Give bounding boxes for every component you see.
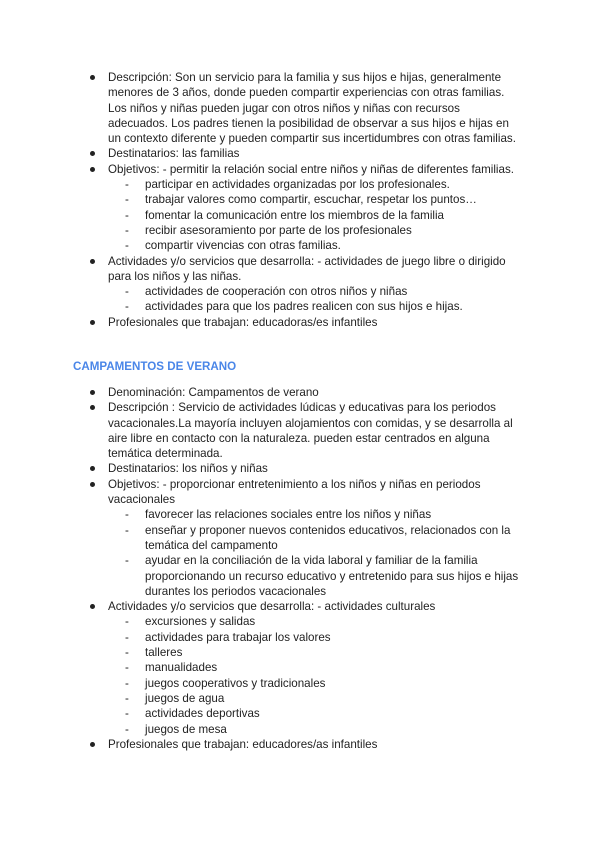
sub-item-text: compartir vivencias con otras familias. bbox=[145, 239, 341, 253]
bullet-icon bbox=[90, 466, 95, 471]
list-item bbox=[0, 477, 600, 599]
bullet-icon bbox=[90, 259, 95, 264]
dash-icon: - bbox=[125, 239, 129, 253]
bullet-icon bbox=[90, 482, 95, 487]
bullet-icon bbox=[90, 167, 95, 172]
sub-item bbox=[108, 192, 520, 207]
sub-item bbox=[108, 299, 520, 314]
item-text: Denominación: Campamentos de verano bbox=[108, 386, 319, 399]
list-item bbox=[0, 400, 600, 461]
item-text: Destinatarios: los niños y niñas bbox=[108, 462, 268, 476]
sub-item-text: trabajar valores como compartir, escuchar, respetar los puntos… bbox=[145, 193, 477, 207]
dash-icon: - bbox=[125, 722, 129, 736]
item-text: Profesionales que trabajan: educadoras/es infantiles bbox=[108, 315, 378, 329]
sub-item bbox=[108, 691, 520, 706]
list-item bbox=[0, 737, 600, 752]
sub-list bbox=[108, 507, 520, 599]
bullet-icon bbox=[90, 320, 95, 325]
sub-item-text: fomentar la comunicación entre los miembros de la familia bbox=[145, 208, 444, 222]
dash-icon: - bbox=[125, 615, 129, 629]
sub-item-text: actividades para que los padres realicen con sus hijos e hijas. bbox=[145, 300, 463, 314]
sub-item bbox=[108, 523, 520, 554]
dash-icon: - bbox=[125, 300, 129, 314]
sub-item-text: talleres bbox=[145, 646, 183, 660]
dash-icon: - bbox=[125, 661, 129, 675]
sub-item bbox=[108, 645, 520, 660]
sub-item bbox=[108, 553, 520, 599]
list-item bbox=[0, 146, 600, 161]
sub-item-text: juegos cooperativos y tradicionales bbox=[145, 676, 326, 690]
item-text: Actividades y/o servicios que desarrolla: - actividades culturales bbox=[108, 600, 436, 614]
bullet-icon bbox=[90, 742, 95, 747]
sub-item-text: favorecer las relaciones sociales entre los niños y niñas bbox=[145, 508, 432, 522]
sub-item bbox=[108, 507, 520, 522]
sub-item bbox=[108, 614, 520, 629]
dash-icon: - bbox=[125, 523, 129, 537]
item-text: Profesionales que trabajan: educadores/as infantiles bbox=[108, 737, 378, 751]
sub-item bbox=[108, 660, 520, 675]
section-intro bbox=[0, 70, 600, 330]
item-text: Actividades y/o servicios que desarrolla: - actividades de juego libre o dirigido para los niños y las niñas. bbox=[108, 254, 506, 283]
bullet-list bbox=[0, 385, 600, 752]
dash-icon: - bbox=[125, 630, 129, 644]
sub-item bbox=[108, 238, 520, 253]
list-item bbox=[0, 254, 600, 315]
bullet-icon bbox=[90, 390, 95, 395]
dash-icon: - bbox=[125, 646, 129, 660]
dash-icon: - bbox=[125, 193, 129, 207]
sub-item bbox=[108, 630, 520, 645]
item-text: Descripción : Servicio de actividades lúdicas y educativas para los periodos vacacionales.La mayoría incluyen alojamientos con comidas, y se desarrolla al aire libre en contacto con la naturaleza. pueden estar centrados en alguna temática determinada. bbox=[108, 401, 513, 461]
sub-item-text: enseñar y proponer nuevos contenidos educativos, relacionados con la temática del campamento bbox=[145, 523, 511, 552]
sub-item-text: actividades deportivas bbox=[145, 707, 260, 721]
dash-icon: - bbox=[125, 208, 129, 222]
sub-item bbox=[108, 177, 520, 192]
sub-list bbox=[108, 614, 520, 736]
bullet-icon bbox=[90, 151, 95, 156]
dash-icon: - bbox=[125, 178, 129, 192]
sub-item-text: excursiones y salidas bbox=[145, 615, 256, 629]
section-campamentos bbox=[0, 385, 600, 752]
sub-item-text: ayudar en la conciliación de la vida laboral y familiar de la familia proporcionando un recurso educativo y entretenido para sus hijos e hijas durantes los periodos vacacionales bbox=[145, 554, 519, 598]
dash-icon: - bbox=[125, 285, 129, 299]
sub-list bbox=[108, 284, 520, 315]
dash-icon: - bbox=[125, 676, 129, 690]
bullet-icon bbox=[90, 75, 95, 80]
sub-item-text: juegos de mesa bbox=[145, 722, 227, 736]
sub-item-text: participar en actividades organizadas por los profesionales. bbox=[145, 178, 450, 192]
dash-icon: - bbox=[125, 691, 129, 705]
sub-item-text: actividades de cooperación con otros niños y niñas bbox=[145, 285, 408, 299]
sub-item bbox=[108, 284, 520, 299]
sub-list bbox=[108, 177, 520, 253]
sub-item bbox=[108, 706, 520, 721]
list-item bbox=[0, 315, 600, 330]
sub-item-text: recibir asesoramiento por parte de los profesionales bbox=[145, 223, 412, 237]
bullet-icon bbox=[90, 604, 95, 609]
list-item bbox=[0, 599, 600, 737]
list-item bbox=[0, 385, 600, 400]
sub-item bbox=[108, 223, 520, 238]
bullet-icon bbox=[90, 405, 95, 410]
item-text: Destinatarios: las familias bbox=[108, 147, 240, 161]
item-text: Objetivos: - permitir la relación social entre niños y niñas de diferentes familias. bbox=[108, 162, 514, 176]
list-item bbox=[0, 162, 600, 254]
dash-icon: - bbox=[125, 508, 129, 522]
bullet-list bbox=[0, 70, 600, 330]
item-text: Objetivos: - proporcionar entretenimiento a los niños y niñas en periodos vacacionales bbox=[108, 477, 481, 507]
list-item bbox=[0, 70, 600, 146]
section-heading: CAMPAMENTOS DE VERANO bbox=[73, 360, 237, 373]
sub-item bbox=[108, 208, 520, 223]
dash-icon: - bbox=[125, 554, 129, 568]
dash-icon: - bbox=[125, 223, 129, 237]
list-item bbox=[0, 461, 600, 476]
sub-item-text: actividades para trabajar los valores bbox=[145, 630, 331, 644]
dash-icon: - bbox=[125, 707, 129, 721]
item-text: Descripción: Son un servicio para la familia y sus hijos e hijas, generalmente menores de 3 años, donde pueden compartir experiencias con otras familias. Los niños y niñas pueden jugar con otros niños y niñas con recursos adecuados. Los padres tienen la posibilidad de observar a sus hijos e hijas en un contexto diferente y pueden compartir sus incertidumbres con otras familias. bbox=[108, 71, 516, 146]
sub-item-text: juegos de agua bbox=[145, 691, 225, 705]
sub-item bbox=[108, 722, 520, 737]
sub-item-text: manualidades bbox=[145, 661, 218, 675]
sub-item bbox=[108, 676, 520, 691]
